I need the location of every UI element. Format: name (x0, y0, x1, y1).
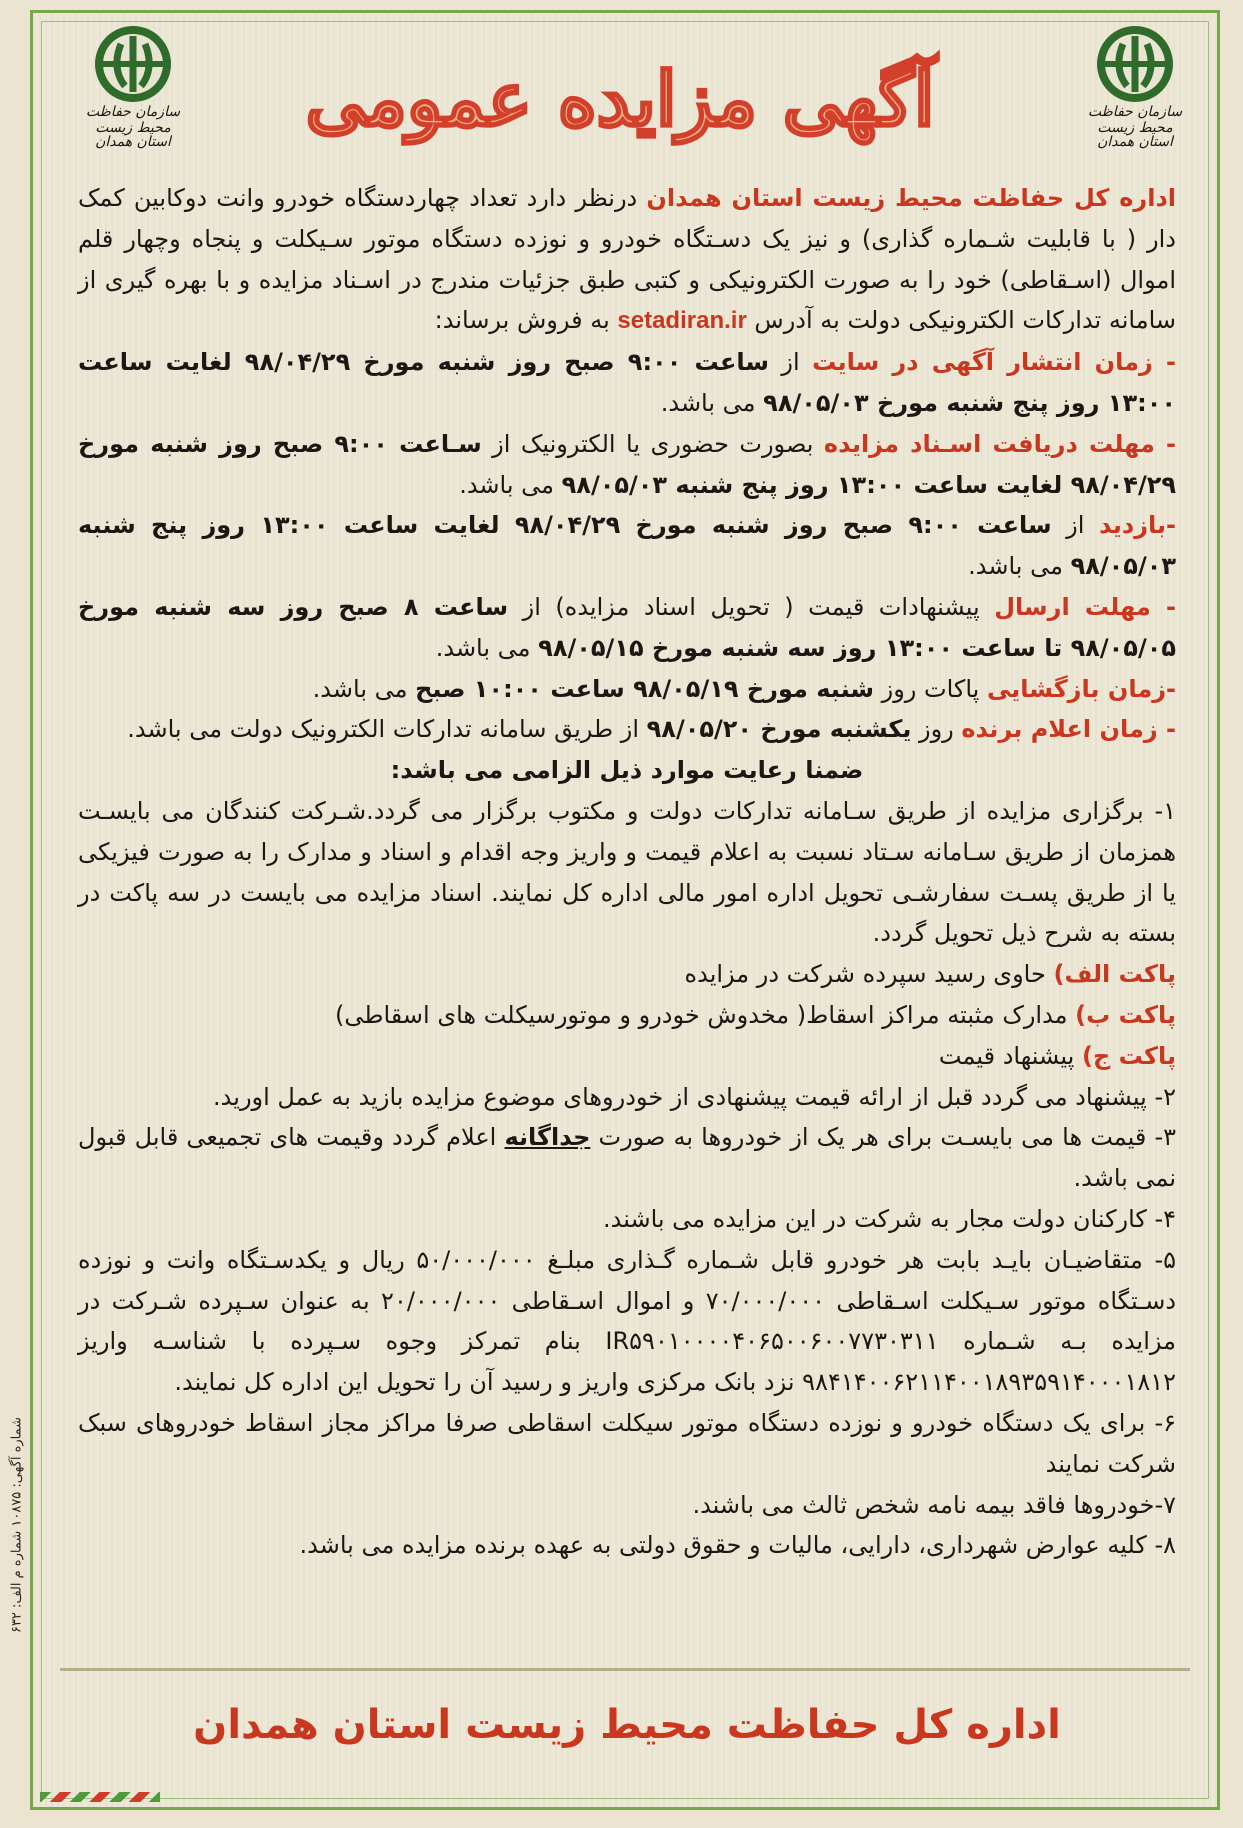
environment-emblem-icon (1093, 22, 1177, 106)
intro-paragraph: اداره کل حفاظت محیط زیست استان همدان درنظر دارد تعداد چهاردستگاه خودرو وانت دوکابین کمک دار ( با قابلیت شـماره گذاری) و نیز یک دسـتگاه خودرو و نوزده دستگاه موتور سـیکلت و پنجاه وچهار قلم اموال (اسـقاطی) خود را به صورت الکترونیکی و کتبی طبق جزئیات مندرج در اسـناد مزایده و با بهره گیری از سامانه تدارکات الکترونیکی دولت به آدرس setadiran.ir به فروش برساند: (78, 184, 1176, 335)
winner-announcement: - زمان اعلام برنده روز یکشنبه مورخ ۹۸/۰۵/۲۰ از طریق سامانه تدارکات الکترونیک دولت می باشد. (127, 715, 1176, 744)
condition-item-3: ۳- قیمت ها می بایسـت برای هر یک از خودروها به صورت جداگانه اعلام گردد وقیمت های تجمیعی قابل قبول نمی باشد. (78, 1123, 1177, 1193)
condition-item-1: ۱- برگزاری مزایده از طریق سـامانه تدارکات دولت و مکتوب برگزار می گردد.شـرکت کنندگان می بایسـت همزمان از طریق سـامانه سـتاد نسبت به اعلام قیمت و واریز وجه اقدام و اسناد و مدارک را به صورت فیزیکی یا از طریق پسـت سفارشـی تحویل اداره امور مالی اداره کل نمایند. اسناد مزایده می بایست در سه پاکت در بسته به شرح ذیل تحویل گردد. (78, 796, 1176, 948)
condition-item-6: ۶- برای یک دستگاه خودرو و نوزده دستگاه موتور سیکلت اسقاطی صرفا مراکز مجاز اسقاط خودروهای سبک شرکت نمایند (78, 1408, 1176, 1478)
submission-deadline: - مهلت ارسال پیشنهادات قیمت ( تحویل اسناد مزایده) از ساعت ۸ صبح روز سه شنبه مورخ ۹۸/۰۵/۰۵ تا ساعت ۱۳:۰۰ روز سه شنبه مورخ ۹۸/۰۵/۱۵ می باشد. (78, 592, 1176, 662)
ad-body (78, 178, 1176, 1566)
docs-deadline: - مهلت دریافت اسـناد مزایده بصورت حضوری یا الکترونیک از سـاعت ۹:۰۰ صبح روز شنبه مورخ ۹۸/۰۴/۲۹ لغایت ساعت ۱۳:۰۰ روز پنج شنبه ۹۸/۰۵/۰۳ می باشد. (78, 429, 1176, 499)
condition-item-7: ۷-خودروها فاقد بیمه نامه شخص ثالث می باشند. (692, 1490, 1176, 1519)
publish-time: - زمان انتشار آگهی در سایت از ساعت ۹:۰۰ صبح روز شنبه مورخ ۹۸/۰۴/۲۹ لغایت ساعت ۱۳:۰۰ روز پنج شنبه مورخ ۹۸/۰۵/۰۳ می باشد. (78, 348, 1177, 417)
packet-c: پاکت ج) پیشنهاد قیمت (938, 1041, 1176, 1070)
condition-item-4: ۴- کارکنان دولت مجار به شرکت در این مزایده می باشند. (602, 1204, 1176, 1233)
logo-caption: سازمان حفاظت محیط زیست (85, 104, 181, 136)
conditions-heading: ضمنا رعایت موارد ذیل الزامی می باشد: (390, 756, 864, 785)
footer-divider (60, 1668, 1190, 1671)
setadiran-link[interactable]: setadiran.ir (617, 307, 747, 335)
packet-b: پاکت ب) مدارک مثبته مراکز اسقاط( مخدوش خودرو و موتورسیکلت های اسقاطی) (335, 1000, 1176, 1029)
footer-org: اداره کل حفاظت محیط زیست استان همدان (193, 1702, 1061, 1748)
logo-caption-sub: استان همدان (95, 134, 171, 150)
intro-org: اداره کل حفاظت محیط زیست استان همدان (646, 184, 1176, 212)
opening-time: -زمان بازگشایی پاکات روز شنبه مورخ ۹۸/۰۵/۱۹ ساعت ۱۰:۰۰ صبح می باشد. (312, 674, 1176, 703)
condition-item-2: ۲- پیشنهاد می گردد قبل از ارائه قیمت پیشنهادی از خودروهای موضوع مزایده بازید به عمل اورید. (213, 1082, 1176, 1111)
ad-title: آگهی مزایده عمومی (305, 57, 935, 143)
logo-caption-sub: استان همدان (1097, 134, 1173, 150)
packet-a: پاکت الف) حاوی رسید سپرده شرکت در مزایده (684, 960, 1176, 989)
environment-emblem-icon (91, 22, 175, 106)
doe-logo-left (78, 22, 188, 152)
condition-item-8: ۸- کلیه عوارض شهرداری، دارایی، مالیات و حقوق دولتی به عهده برنده مزایده می باشد. (299, 1531, 1176, 1560)
doe-logo-right (1080, 22, 1190, 152)
visit-time: -بازدید از ساعت ۹:۰۰ صبح روز شنبه مورخ ۹۸/۰۴/۲۹ لغایت ساعت ۱۳:۰۰ روز پنج شنبه ۹۸/۰۵/۰۳ می باشد. (78, 511, 1176, 581)
decorative-stripe (40, 1792, 160, 1802)
ad-reference-number: شماره آگهی: ۱۰۸۷۵ شماره م الف: ۶۳۲ (9, 1416, 25, 1634)
condition-item-5: ۵- متقاضیـان بایـد بابت هر خودرو قابل شـماره گـذاری مبلـغ ۵۰/۰۰۰/۰۰۰ ریال و یکدسـتگاه وانت و نوزده دسـتگاه موتور سـیکلت اسـقاطی ۷۰/۰۰۰/۰۰۰ و اموال اسـقاطی ۲۰/۰۰۰/۰۰۰ به عنوان سـپرده شـرکت در مزایده بـه شـماره IR۵۹۰۱۰۰۰۰۴۰۶۵۰۰۶۰۰۷۷۳۰۳۱۱ بنام تمرکز وجوه سـپرده با شناسـه واریز ۹۸۴۱۴۰۰۶۲۱۱۴۰۰۱۸۹۳۵۹۱۴۰۰۰۱۸۱۲ نزد بانک مرکزی واریز و رسید آن را تحویل این اداره کل نمایند. (78, 1245, 1177, 1397)
logo-caption: سازمان حفاظت محیط زیست (1087, 104, 1183, 136)
